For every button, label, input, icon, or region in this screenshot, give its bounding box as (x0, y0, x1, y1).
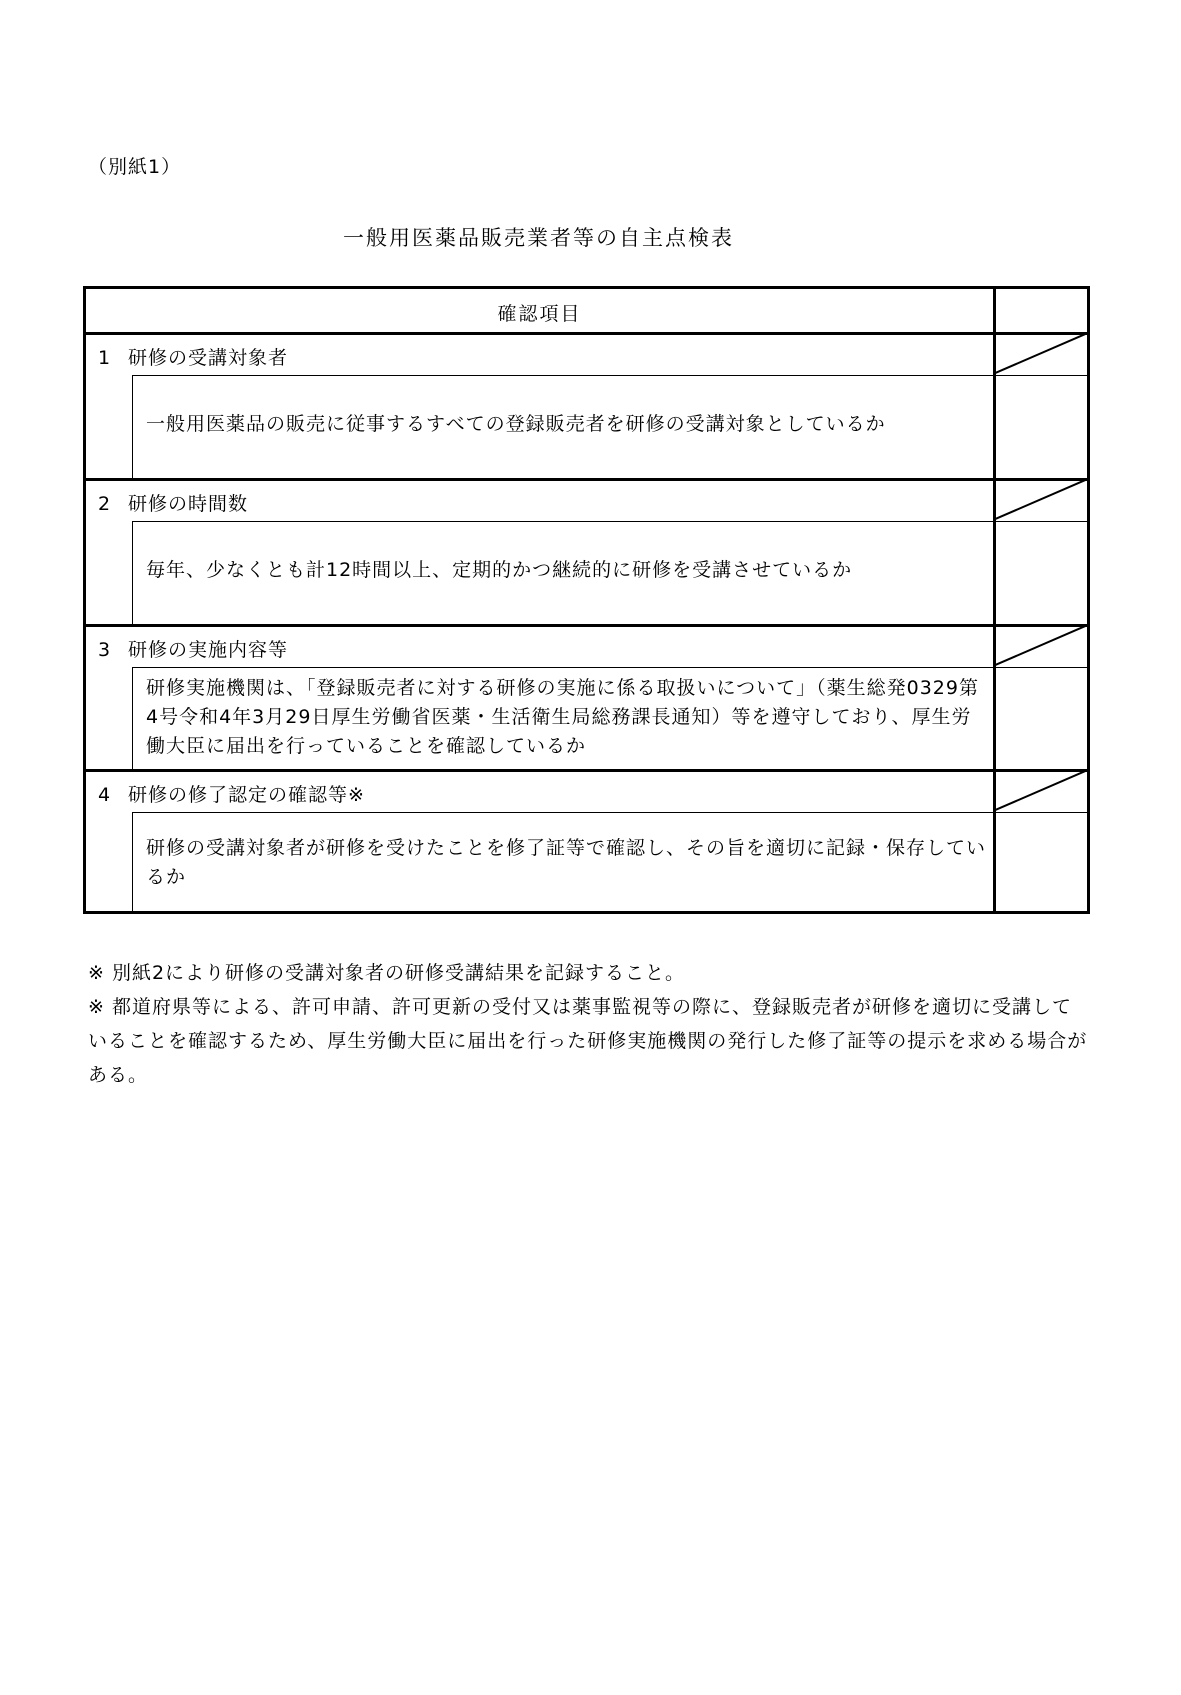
item-detail: 一般用医薬品の販売に従事するすべての登録販売者を研修の受講対象としているか (146, 413, 886, 435)
item-divider (132, 812, 1087, 813)
detail-box-left-border (132, 521, 133, 625)
header-divider (86, 332, 1087, 335)
item-detail: 研修の受講対象者が研修を受けたことを修了証等で確認し、その旨を適切に記録・保存しているか (146, 837, 987, 888)
check-column-divider (993, 289, 996, 911)
checklist-table (83, 286, 1090, 914)
item-detail: 研修実施機関は、「登録販売者に対する研修の実施に係る取扱いについて」（薬生総発0329第4号令和4年3月29日厚生労働省医薬・生活衛生局総務課長通知）等を遵守しており、厚生労働大臣に届出を行っていることを確認しているか (146, 677, 979, 757)
footnote: ※ 都道府県等による、許可申請、許可更新の受付又は薬事監視等の際に、登録販売者が研修を適切に受講していることを確認するため、厚生労働大臣に届出を行った研修実施機関の発行した修了証等の提示を求める場合がある。 (88, 996, 1088, 1086)
footnote: ※ 別紙2により研修の受講対象者の研修受講結果を記録すること。 (88, 962, 686, 984)
annex-label: （別紙1） (88, 156, 182, 178)
item-title: 研修の実施内容等 (128, 639, 289, 661)
diagonal-mark (993, 769, 1090, 811)
footnotes (88, 956, 1088, 1092)
item-heading (98, 780, 365, 807)
item-detail: 毎年、少なくとも計12時間以上、定期的かつ継続的に研修を受講させているか (146, 559, 853, 581)
item-heading (98, 343, 288, 370)
section-divider (86, 769, 1087, 772)
detail-box-left-border (132, 812, 133, 911)
diagonal-mark (993, 624, 1090, 666)
column-header-check-items: 確認項目 (497, 303, 582, 325)
item-divider (132, 521, 1087, 522)
diagonal-mark (993, 332, 1090, 374)
item-divider (132, 667, 1087, 668)
item-heading (98, 489, 248, 516)
item-heading (98, 635, 288, 662)
item-number: 1 (98, 347, 112, 369)
item-number: 3 (98, 639, 112, 661)
item-title: 研修の受講対象者 (128, 347, 289, 369)
item-title: 研修の修了認定の確認等※ (128, 784, 365, 806)
item-number: 4 (98, 784, 112, 806)
item-divider (132, 375, 1087, 376)
item-number: 2 (98, 493, 112, 515)
item-title: 研修の時間数 (128, 493, 249, 515)
section-divider (86, 624, 1087, 627)
detail-box-left-border (132, 375, 133, 479)
diagonal-mark (993, 478, 1090, 520)
detail-box-left-border (132, 667, 133, 770)
section-divider (86, 478, 1087, 481)
document-title: 一般用医薬品販売業者等の自主点検表 (343, 226, 734, 250)
